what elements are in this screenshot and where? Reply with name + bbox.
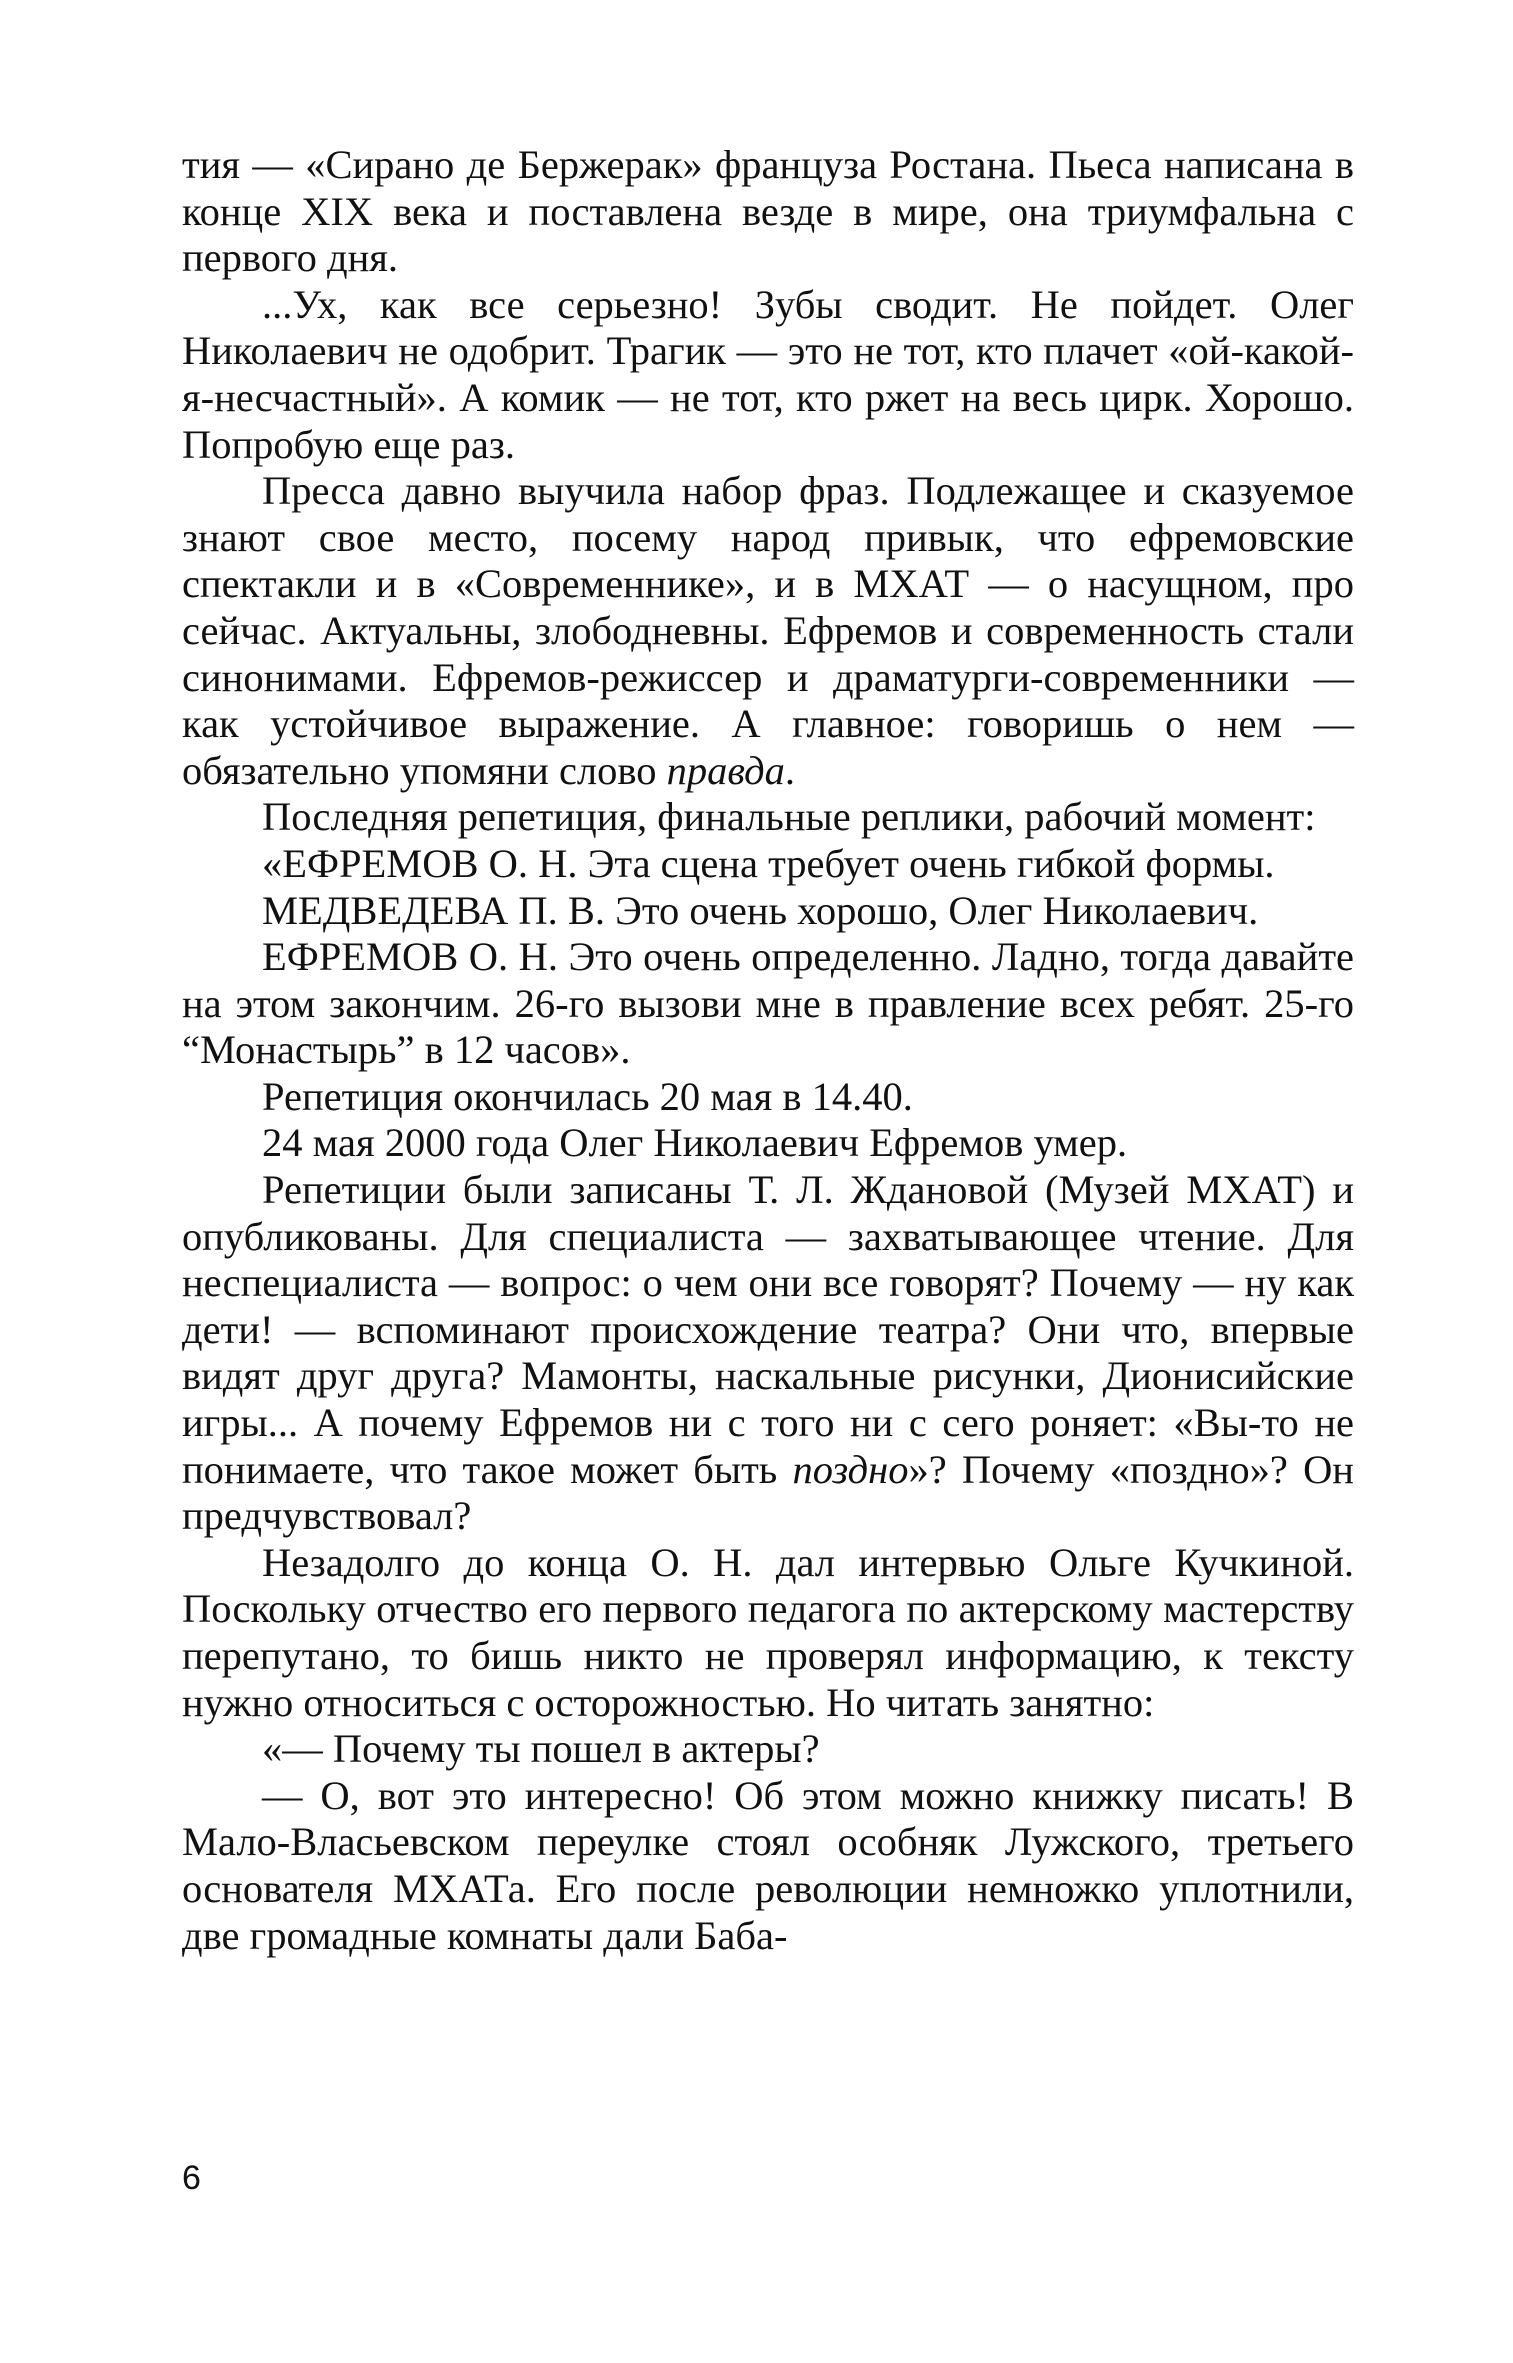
emphasis-pozdno: поздно — [792, 1446, 909, 1492]
paragraph-9: 24 мая 2000 года Олег Николаевич Ефремов умер. — [262, 1120, 1128, 1166]
paragraph-8: Репетиция окончилась 20 мая в 14.40. — [262, 1073, 913, 1119]
paragraph-2: ...Ух, как все серьезно! Зубы сводит. Не пойдет. Олег Николаевич не одобрит. Трагик — это не тот, кто плачет «ой-какой-я-несчастный». А комик — не тот, кто ржет на весь цирк. Хорошо. Попробую еще раз. — [182, 281, 1354, 467]
paragraph-13: — О, вот это интересно! Об этом можно книжку писать! В Мало-Власьевском переулке стоял особняк Лужского, третьего основателя МХАТа. Его после революции немножко уплотнили, две громадные комнаты дали Баба- — [182, 1772, 1354, 1958]
paragraph-3-tail: . — [784, 747, 796, 793]
paragraph-3 — [182, 468, 1354, 794]
paragraph-12: «— Почему ты пошел в актеры? — [262, 1726, 820, 1772]
paragraph-10 — [182, 1167, 1354, 1540]
paragraph-1: тия — «Сирано де Бержерак» француза Ростана. Пьеса написана в конце XIX века и поставлена везде в мире, она триумфальна с первого дня. — [182, 142, 1354, 281]
paragraph-11: Незадолго до конца О. Н. дал интервью Ольге Кучкиной. Поскольку отчество его первого педагога по актерскому мастерству перепутано, то бишь никто не проверял информацию, к тексту нужно относиться с осторожностью. Но читать занятно: — [182, 1539, 1354, 1725]
page-body — [182, 142, 1354, 1959]
paragraph-3-text: Пресса давно выучила набор фраз. Подлежащее и сказуемое знают свое место, посему народ привык, что ефремовские спектакли и в «Современнике», и в МХАТ — о насущном, про сейчас. Актуальны, злободневны. Ефремов и современность стали синонимами. Ефремов-режиссер и драматурги-современники — как устойчивое выражение. А главное: говоришь о нем — обязательно упомяни слово — [182, 468, 1354, 793]
paragraph-4: Последняя репетиция, финальные реплики, рабочий момент: — [262, 794, 1316, 840]
paragraph-7: ЕФРЕМОВ О. Н. Это очень определенно. Ладно, тогда давайте на этом закончим. 26-го вызови мне в правление всех ребят. 25-го “Монастырь” в 12 часов». — [182, 934, 1354, 1073]
paragraph-10-tail: »? Почему «поздно»? Он предчувствовал? — [182, 1446, 1354, 1539]
page-number: 6 — [182, 2159, 201, 2197]
emphasis-pravda: правда — [666, 747, 785, 793]
paragraph-10-text: Репетиции были записаны Т. Л. Ждановой (Музей МХАТ) и опубликованы. Для специалиста — захватывающее чтение. Для неспециалиста — вопрос: о чем они все говорят? Почему — ну как дети! — вспоминают происхождение театра? Они что, впервые видят друг друга? Мамонты, наскальные рисунки, Дионисийские игры... А почему Ефремов ни с того ни с сего роняет: «Вы-то не понимаете, что такое может быть — [182, 1167, 1354, 1492]
paragraph-5: «ЕФРЕМОВ О. Н. Эта сцена требует очень гибкой формы. — [262, 840, 1275, 886]
paragraph-6: МЕДВЕДЕВА П. В. Это очень хорошо, Олег Николаевич. — [262, 887, 1259, 933]
